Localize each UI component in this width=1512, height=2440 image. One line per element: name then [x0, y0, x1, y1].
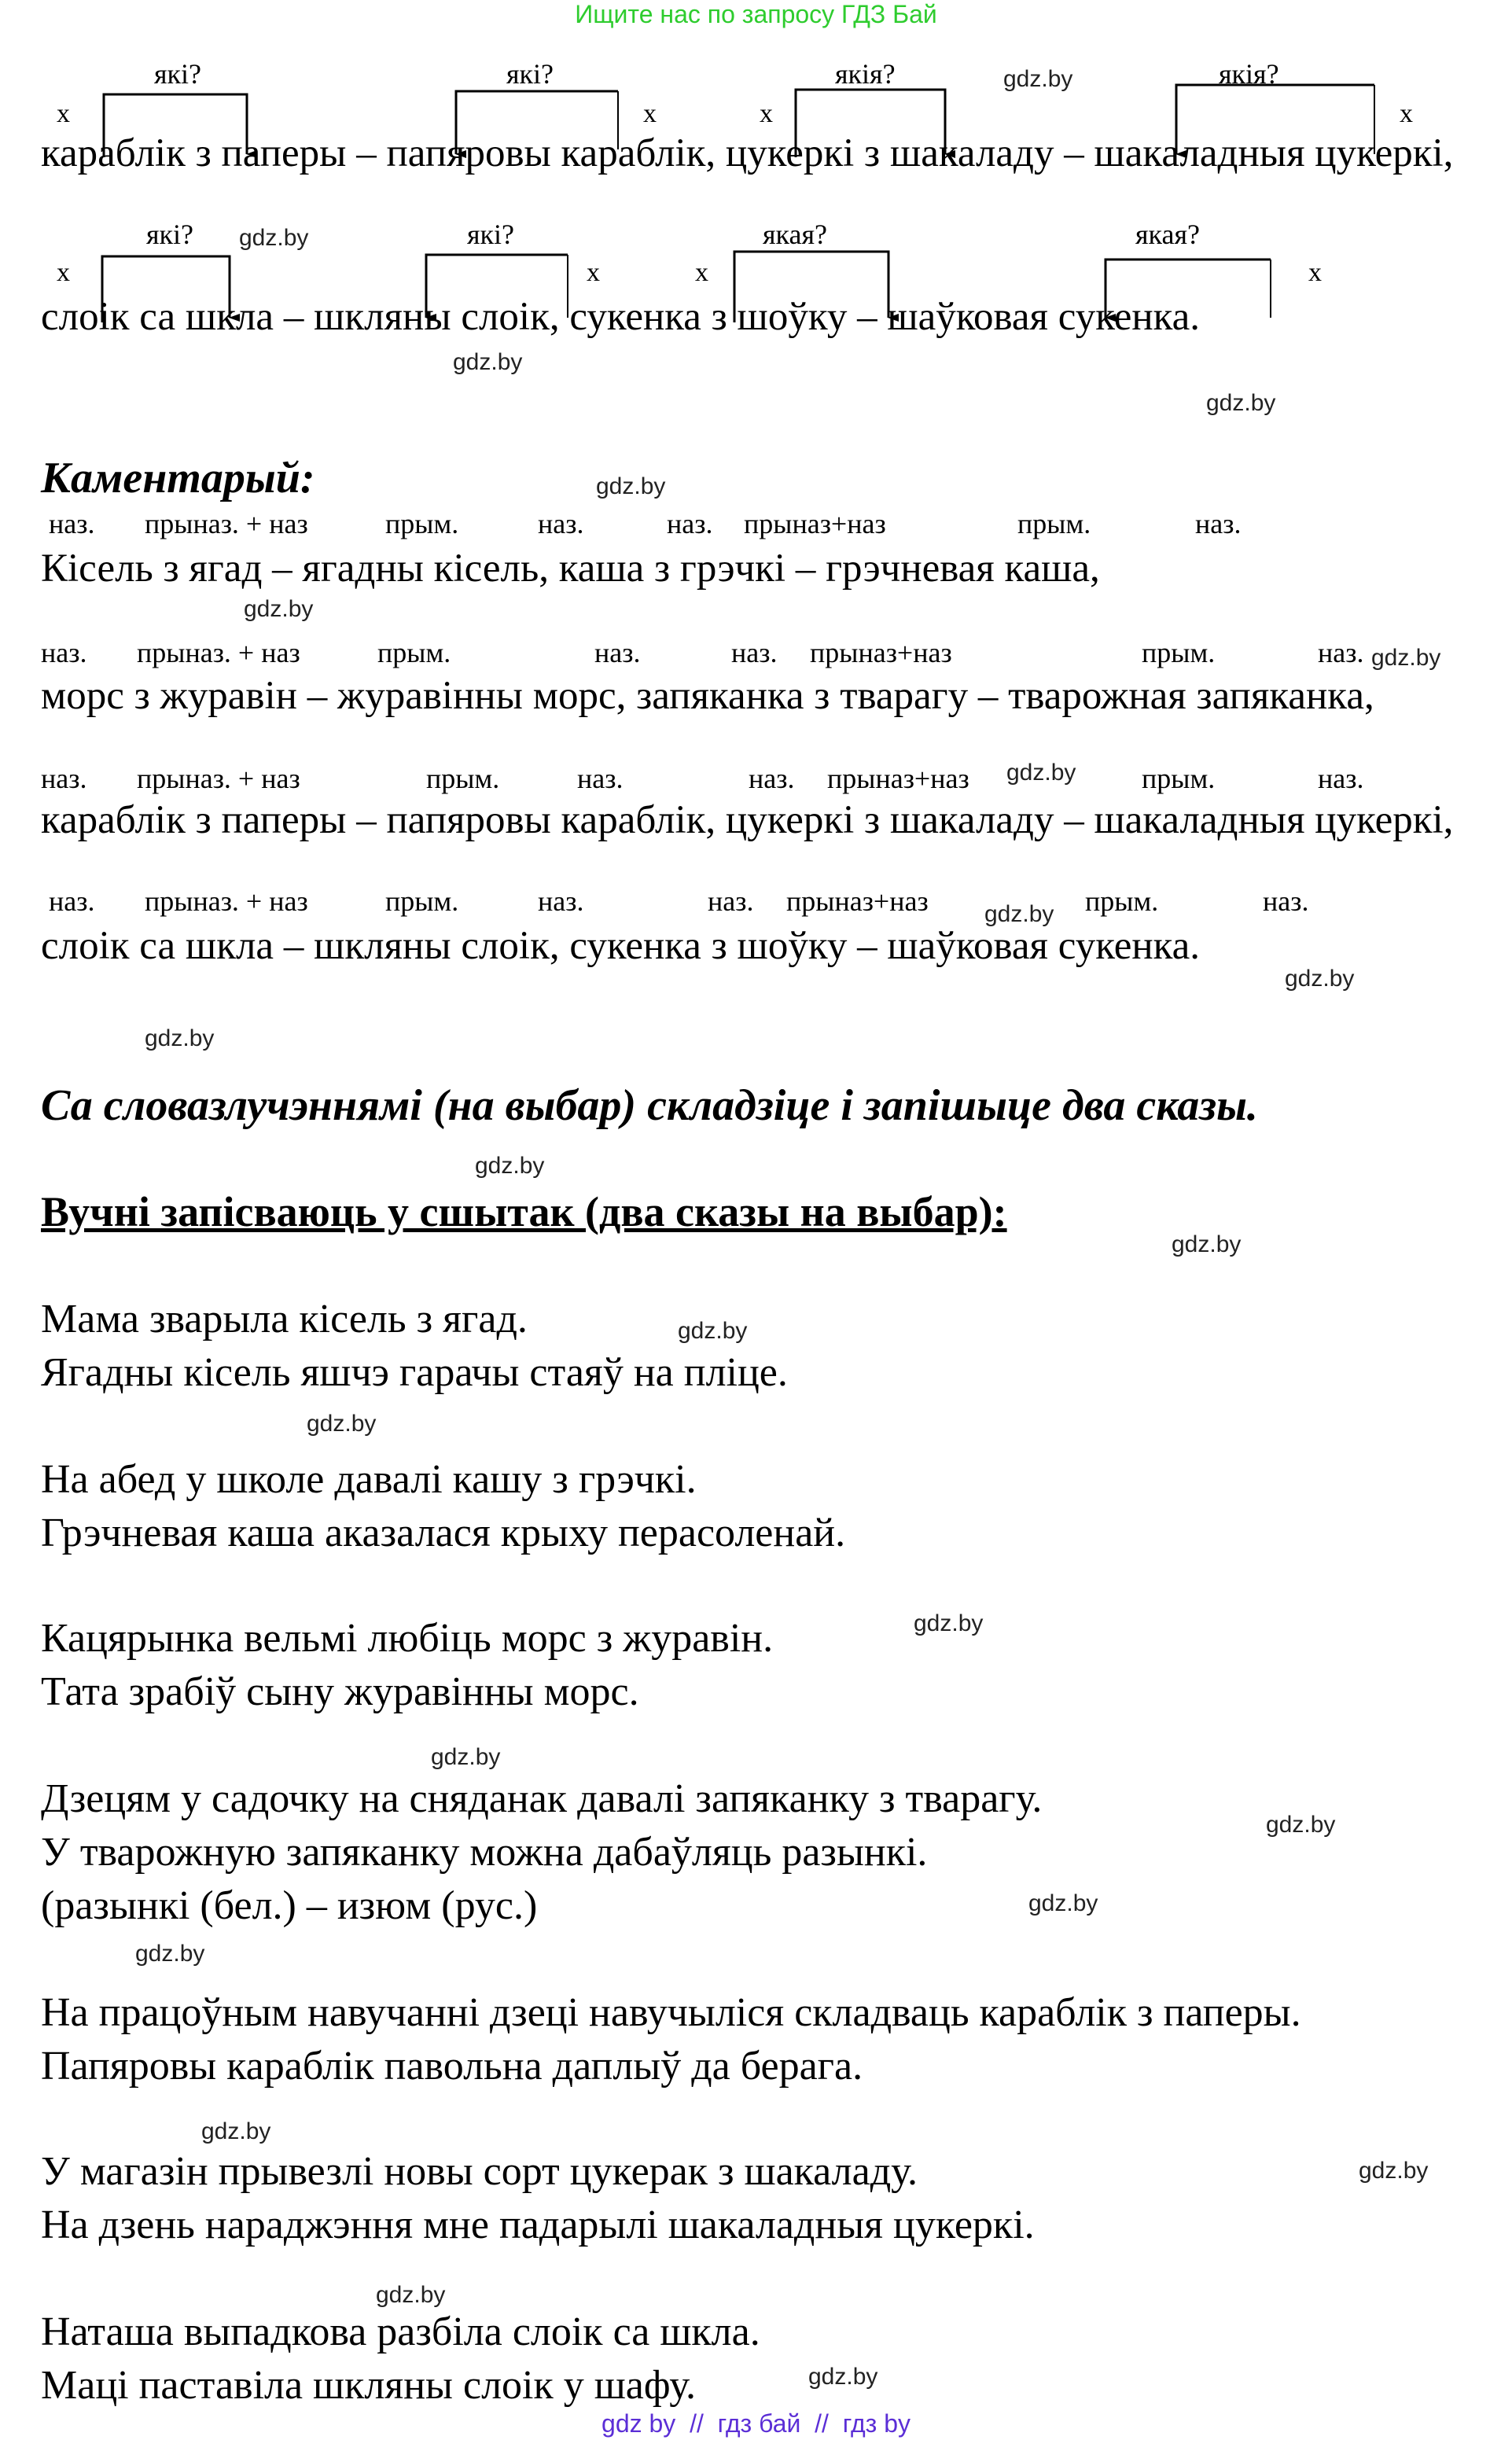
- comment-phrase-line: Кісель з ягад – ягадны кісель, каша з грэчкі – грэчневая каша,: [41, 547, 1100, 591]
- part-of-speech-label: наз.: [49, 885, 95, 917]
- part-of-speech-label: прым.: [1142, 637, 1216, 668]
- answer-sentence: Ягадны кісель яшчэ гарачы стаяў на пліце.: [41, 1350, 788, 1395]
- scheme-phrase-line: караблік з паперы – папяровы караблік, цукеркі з шакаладу – шакаладныя цукеркі,: [41, 131, 1454, 175]
- watermark: gdz.by: [1028, 1890, 1098, 1916]
- part-of-speech-label: прыназ. + наз: [145, 885, 308, 917]
- question-label: якія?: [1219, 58, 1279, 90]
- cross-mark: х: [57, 258, 70, 287]
- question-label: які?: [506, 58, 554, 90]
- part-of-speech-label: прым.: [385, 508, 459, 539]
- part-of-speech-label: прыназ+наз: [810, 637, 952, 668]
- part-of-speech-label: прыназ+наз: [744, 508, 886, 539]
- part-of-speech-label: прыназ+наз: [786, 885, 929, 917]
- question-label: якая?: [1135, 219, 1201, 250]
- part-of-speech-label: наз.: [708, 885, 754, 917]
- watermark: gdz.by: [1359, 2158, 1429, 2184]
- part-of-speech-label: прыназ. + наз: [137, 637, 300, 668]
- watermark: gdz.by: [244, 596, 314, 622]
- watermark: gdz.by: [1266, 1812, 1336, 1838]
- watermark: gdz.by: [475, 1153, 545, 1179]
- answer-sentence: У магазін прывезлі новы сорт цукерак з шакаладу.: [41, 2149, 918, 2194]
- question-label: які?: [146, 219, 194, 250]
- cross-mark: х: [643, 99, 657, 128]
- part-of-speech-label: прыназ+наз: [827, 763, 969, 794]
- answer-sentence: У тварожную запяканку можна дабаўляць разынкі.: [41, 1830, 928, 1875]
- search-hint[interactable]: Ищите нас по запросу ГДЗ Бай: [575, 0, 937, 28]
- part-of-speech-label: прым.: [1142, 763, 1216, 794]
- part-of-speech-label: наз.: [667, 508, 713, 539]
- part-of-speech-label: прым.: [1085, 885, 1159, 917]
- part-of-speech-label: наз.: [1263, 885, 1309, 917]
- answer-sentence: Наташа выпадкова разбіла слоік са шкла.: [41, 2309, 760, 2354]
- part-of-speech-label: наз.: [41, 637, 87, 668]
- answer-heading: Вучні запісваюць у сшытак (два сказы на выбар):: [41, 1188, 1007, 1235]
- part-of-speech-label: наз.: [731, 637, 778, 668]
- part-of-speech-label: наз.: [749, 763, 795, 794]
- watermark: gdz.by: [1371, 645, 1441, 671]
- answer-sentence: Тата зрабіў сыну журавінны морс.: [41, 1669, 639, 1714]
- answer-sentence: Мама зварыла кісель з ягад.: [41, 1297, 528, 1341]
- watermark: gdz.by: [1285, 966, 1355, 992]
- answer-sentence: На дзень нараджэння мне падарылі шакаладныя цукеркі.: [41, 2203, 1035, 2247]
- part-of-speech-label: наз.: [594, 637, 641, 668]
- watermark: gdz.by: [239, 225, 309, 251]
- watermark: gdz.by: [453, 349, 523, 375]
- watermark: gdz.by: [376, 2282, 446, 2308]
- question-label: які?: [154, 58, 202, 90]
- question-label: якая?: [763, 219, 828, 250]
- watermark: gdz.by: [431, 1744, 501, 1770]
- watermark: gdz.by: [1003, 66, 1073, 92]
- comment-title: Каментарый:: [41, 454, 315, 502]
- answer-sentence: Кацярынка вельмі любіць морс з журавін.: [41, 1616, 774, 1661]
- cross-mark: х: [695, 258, 708, 287]
- answer-sentence: Папяровы караблік павольна даплыў да берага.: [41, 2044, 863, 2089]
- cross-mark: х: [57, 99, 70, 128]
- part-of-speech-label: прым.: [1017, 508, 1091, 539]
- watermark: gdz.by: [1006, 760, 1076, 786]
- part-of-speech-label: наз.: [1195, 508, 1242, 539]
- part-of-speech-label: прым.: [426, 763, 500, 794]
- answer-sentence: (разынкі (бел.) – изюм (рус.): [41, 1883, 538, 1928]
- question-label: які?: [467, 219, 515, 250]
- part-of-speech-label: прыназ. + наз: [145, 508, 308, 539]
- cross-mark: х: [1308, 258, 1322, 287]
- cross-mark: х: [760, 99, 773, 128]
- watermark: gdz.by: [914, 1610, 984, 1636]
- part-of-speech-label: наз.: [41, 763, 87, 794]
- part-of-speech-label: прыназ. + наз: [137, 763, 300, 794]
- part-of-speech-label: наз.: [1318, 763, 1364, 794]
- answer-sentence: Грэчневая каша аказалася крыху перасоленай.: [41, 1511, 846, 1555]
- part-of-speech-label: прым.: [385, 885, 459, 917]
- cross-mark: х: [1400, 99, 1413, 128]
- part-of-speech-label: прым.: [377, 637, 451, 668]
- answer-sentence: Дзецям у садочку на сняданак давалі запяканку з тварагу.: [41, 1776, 1043, 1821]
- watermark: gdz.by: [984, 901, 1054, 927]
- part-of-speech-label: наз.: [538, 508, 584, 539]
- watermark: gdz.by: [145, 1025, 215, 1051]
- scheme-phrase-line: слоік са шкла – шкляны слоік, сукенка з шоўку – шаўковая сукенка.: [41, 295, 1201, 339]
- part-of-speech-label: наз.: [49, 508, 95, 539]
- question-label: якія?: [835, 58, 896, 90]
- answer-sentence: На абед у школе давалі кашу з грэчкі.: [41, 1457, 697, 1502]
- part-of-speech-label: наз.: [538, 885, 584, 917]
- watermark: gdz.by: [596, 473, 666, 499]
- cross-mark: х: [587, 258, 600, 287]
- footer-links[interactable]: gdz by // гдз бай // гдз by: [601, 2409, 911, 2438]
- watermark: gdz.by: [1172, 1231, 1242, 1257]
- task-heading: Са словазлучэннямі (на выбар) складзіце і запішыце два сказы.: [41, 1081, 1258, 1130]
- comment-phrase-line: морс з журавін – журавінны морс, запяканка з тварагу – тварожная запяканка,: [41, 674, 1374, 718]
- part-of-speech-label: наз.: [1318, 637, 1364, 668]
- part-of-speech-label: наз.: [577, 763, 624, 794]
- watermark: gdz.by: [1206, 390, 1276, 416]
- watermark: gdz.by: [678, 1318, 748, 1344]
- watermark: gdz.by: [307, 1411, 377, 1437]
- comment-phrase-line: слоік са шкла – шкляны слоік, сукенка з шоўку – шаўковая сукенка.: [41, 924, 1201, 968]
- watermark: gdz.by: [135, 1941, 205, 1967]
- watermark: gdz.by: [201, 2118, 271, 2144]
- comment-phrase-line: караблік з паперы – папяровы караблік, цукеркі з шакаладу – шакаладныя цукеркі,: [41, 798, 1454, 842]
- answer-sentence: На працоўным навучанні дзеці навучыліся складваць караблік з паперы.: [41, 1990, 1301, 2035]
- watermark: gdz.by: [808, 2364, 878, 2390]
- answer-sentence: Маці паставіла шкляны слоік у шафу.: [41, 2363, 697, 2408]
